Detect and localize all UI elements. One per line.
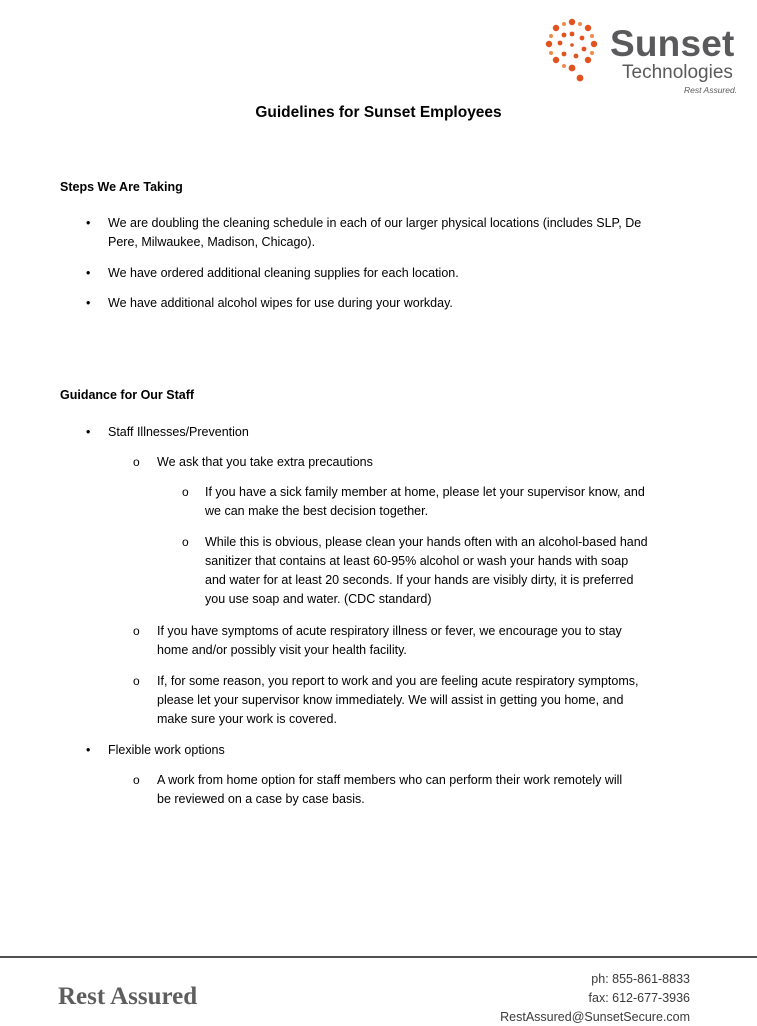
list-item-line: If you have a sick family member at home, please let your supervisor know, and <box>205 485 645 499</box>
footer-phone: ph: 855-861-8833 <box>591 972 690 986</box>
logo-tagline: Rest Assured. <box>684 85 738 95</box>
list-item-line: we can make the best decision together. <box>205 504 429 518</box>
list-item-line: and water for at least 20 seconds. If your hands are visibly dirty, it is preferred <box>205 573 634 587</box>
footer-fax: fax: 612-677-3936 <box>588 991 690 1005</box>
section-heading: Guidance for Our Staff <box>60 388 195 402</box>
bullet-circle-icon: o <box>182 535 189 549</box>
list-item-line: you use soap and water. (CDC standard) <box>205 592 432 606</box>
bullet-circle-icon: o <box>133 674 140 688</box>
bullet-circle-icon: o <box>133 624 140 638</box>
list-item-line: A work from home option for staff members who can perform their work remotely will <box>157 773 623 787</box>
logo-name: Sunset <box>610 23 735 64</box>
list-item-line: We have ordered additional cleaning supplies for each location. <box>108 266 459 280</box>
logo-subtitle: Technologies <box>622 62 733 83</box>
bullet-dot-icon: • <box>86 266 91 280</box>
list-item-line: Pere, Milwaukee, Madison, Chicago). <box>108 235 316 249</box>
list-item-line: be reviewed on a case by case basis. <box>157 792 365 806</box>
bullet-dot-icon: • <box>86 425 91 439</box>
bullet-circle-icon: o <box>182 485 189 499</box>
list-item-line: We ask that you take extra precautions <box>157 455 373 469</box>
list-item-line: We are doubling the cleaning schedule in each of our larger physical locations (includes SLP, De <box>108 216 642 230</box>
footer-divider <box>0 956 757 958</box>
bullet-circle-icon: o <box>133 455 140 469</box>
list-item-line: Flexible work options <box>108 743 225 757</box>
sunburst-logo-icon <box>542 16 602 86</box>
list-item-line: make sure your work is covered. <box>157 712 337 726</box>
list-item-line: please let your supervisor know immediately. We will assist in getting you home, and <box>157 693 624 707</box>
bullet-dot-icon: • <box>86 216 91 230</box>
footer-email[interactable]: RestAssured@SunsetSecure.com <box>500 1010 690 1024</box>
bullet-dot-icon: • <box>86 296 91 310</box>
list-item-line: home and/or possibly visit your health facility. <box>157 643 407 657</box>
list-item-line: If, for some reason, you report to work and you are feeling acute respiratory symptoms, <box>157 674 639 688</box>
section-heading: Steps We Are Taking <box>60 180 183 194</box>
document-title: Guidelines for Sunset Employees <box>255 104 502 121</box>
list-item-line: If you have symptoms of acute respiratory illness or fever, we encourage you to stay <box>157 624 622 638</box>
list-item-line: sanitizer that contains at least 60-95% alcohol or wash your hands with soap <box>205 554 629 568</box>
list-item-line: While this is obvious, please clean your hands often with an alcohol-based hand <box>205 535 648 549</box>
list-item-line: We have additional alcohol wipes for use during your workday. <box>108 296 453 310</box>
bullet-circle-icon: o <box>133 773 140 787</box>
bullet-dot-icon: • <box>86 743 91 757</box>
footer-brand: Rest Assured <box>58 983 198 1010</box>
list-item-line: Staff Illnesses/Prevention <box>108 425 249 439</box>
company-logo <box>542 16 747 98</box>
